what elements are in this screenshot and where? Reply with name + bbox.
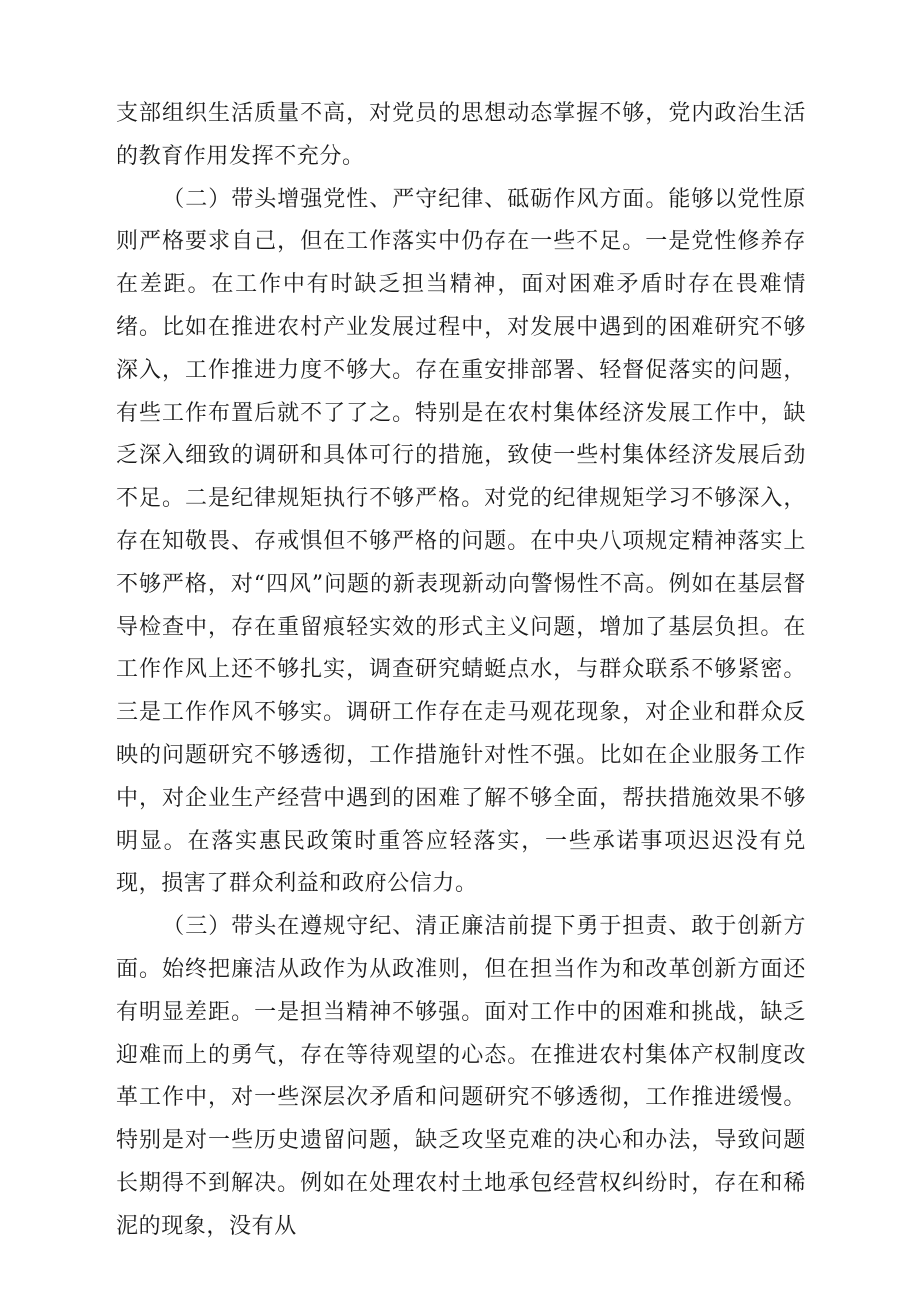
paragraph-3: （三）带头在遵规守纪、清正廉洁前提下勇于担责、敢于创新方面。始终把廉洁从政作为从政准则，但在担当作为和改革创新方面还有明显差距。一是担当精神不够强。面对工作中的困难和挑战，缺乏迎难而上的勇气，存在等待观望的心态。在推进农村集体产权制度改革工作中，对一些深层次矛盾和问题研究不够透彻，工作推进缓慢。特别是对一些历史遗留问题，缺乏攻坚克难的决心和办法，导致问题长期得不到解决。例如在处理农村土地承包经营权纠纷时，存在和稀泥的现象，没有从: [116, 914, 806, 1239]
paragraph-1: 支部组织生活质量不高，对党员的思想动态掌握不够，党内政治生活的教育作用发挥不充分。: [116, 101, 806, 169]
document-body: [116, 93, 806, 1249]
paragraph-2: （二）带头增强党性、严守纪律、砥砺作风方面。能够以党性原则严格要求自己，但在工作落实中仍存在一些不足。一是党性修养存在差距。在工作中有时缺乏担当精神，面对困难矛盾时存在畏难情绪。比如在推进农村产业发展过程中，对发展中遇到的困难研究不够深入，工作推进力度不够大。存在重安排部署、轻督促落实的问题，有些工作布置后就不了了之。特别是在农村集体经济发展工作中，缺乏深入细致的调研和具体可行的措施，致使一些村集体经济发展后劲不足。二是纪律规矩执行不够严格。对党的纪律规矩学习不够深入，存在知敬畏、存戒惧但不够严格的问题。在中央八项规定精神落实上不够严格，对“四风”问题的新表现新动向警惕性不高。例如在基层督导检查中，存在重留痕轻实效的形式主义问题，增加了基层负担。在工作作风上还不够扎实，调查研究蜻蜓点水，与群众联系不够紧密。三是工作作风不够实。调研工作存在走马观花现象，对企业和群众反映的问题研究不够透彻，工作措施针对性不强。比如在企业服务工作中，对企业生产经营中遇到的困难了解不够全面，帮扶措施效果不够明显。在落实惠民政策时重答应轻落实，一些承诺事项迟迟没有兑现，损害了群众利益和政府公信力。: [116, 186, 806, 897]
